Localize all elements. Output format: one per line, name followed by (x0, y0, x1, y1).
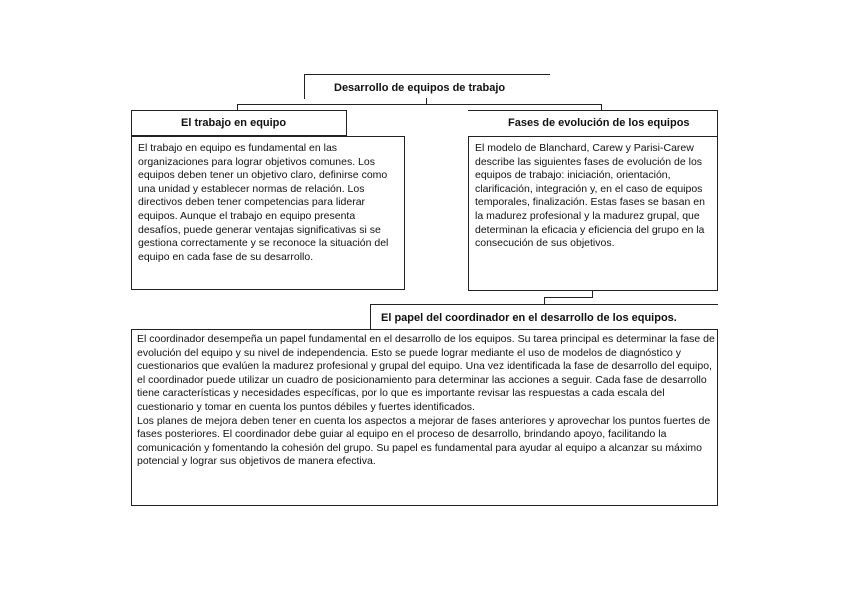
right-title-top-border (468, 110, 718, 111)
bottom-connector-horizontal (544, 297, 593, 298)
root-top-border (304, 74, 550, 75)
right-body-text: El modelo de Blanchard, Carew y Parisi-Carew describe las siguientes fases de evolución de los equipos de trabajo: iniciación, orientación, clarificación, integración y, en el caso de equipos temporales, finalización. Estas fases se basan en la madurez profesional y la madurez grupal, que determinan la eficacia y eficiencia del grupo en la consecución de sus objetivos. (475, 142, 705, 250)
left-title: El trabajo en equipo (181, 117, 287, 129)
root-title: Desarrollo de equipos de trabajo (334, 82, 506, 94)
bottom-body-text: El coordinador desempeña un papel fundamental en el desarrollo de los equipos. Su tarea principal es determinar la fase de evolución del equipo y su nivel de independencia. Esto se puede lograr mediante el uso de modelos de diagnóstico y cuestionarios que evalúen la madurez profesional y grupal del equipo. Una vez identificada la fase de desarrollo del equipo, el coordinador puede utilizar un cuadro de posicionamiento para determinar las acciones a seguir. Cada fase de desarrollo tiene características y necesidades específicas, por lo que es importante revisar las respuestas a cada escala del cuestionario y tomar en cuenta los puntos débiles y fuertes identificados. Los planes de mejora deben tener en cuenta los aspectos a mejorar de fases anteriores y aprovechar los puntos fuertes de fases posteriores. El coordinador debe guiar al equipo en el proceso de desarrollo, brindando apoyo, facilitando la comunicación y fomentando la cohesión del grupo. Su papel es fundamental para ayudar al equipo a alcanzar su máximo potencial y lograr sus objetivos de manera efectiva. (137, 333, 715, 468)
left-body-text: El trabajo en equipo es fundamental en las organizaciones para lograr objetivos comunes. Los equipos deben tener un objetivo claro, definirse como una unidad y establecer normas de relación. Los directivos deben tener competencias para liderar equipos. Aunque el trabajo en equipo presenta desafíos, puede generar ventajas significativas si se gestiona correctamente y se reconoce la situación del equipo en cada fase de su desarrollo. (138, 142, 389, 263)
right-title-right-border (717, 110, 718, 136)
bottom-title: El papel del coordinador en el desarrollo de los equipos. (381, 312, 677, 324)
bottom-title-top-border (370, 304, 718, 305)
root-left-border (304, 74, 305, 99)
branch-horizontal-connector (237, 104, 602, 105)
bottom-title-left-border (370, 304, 371, 330)
right-title: Fases de evolución de los equipos (508, 117, 690, 129)
